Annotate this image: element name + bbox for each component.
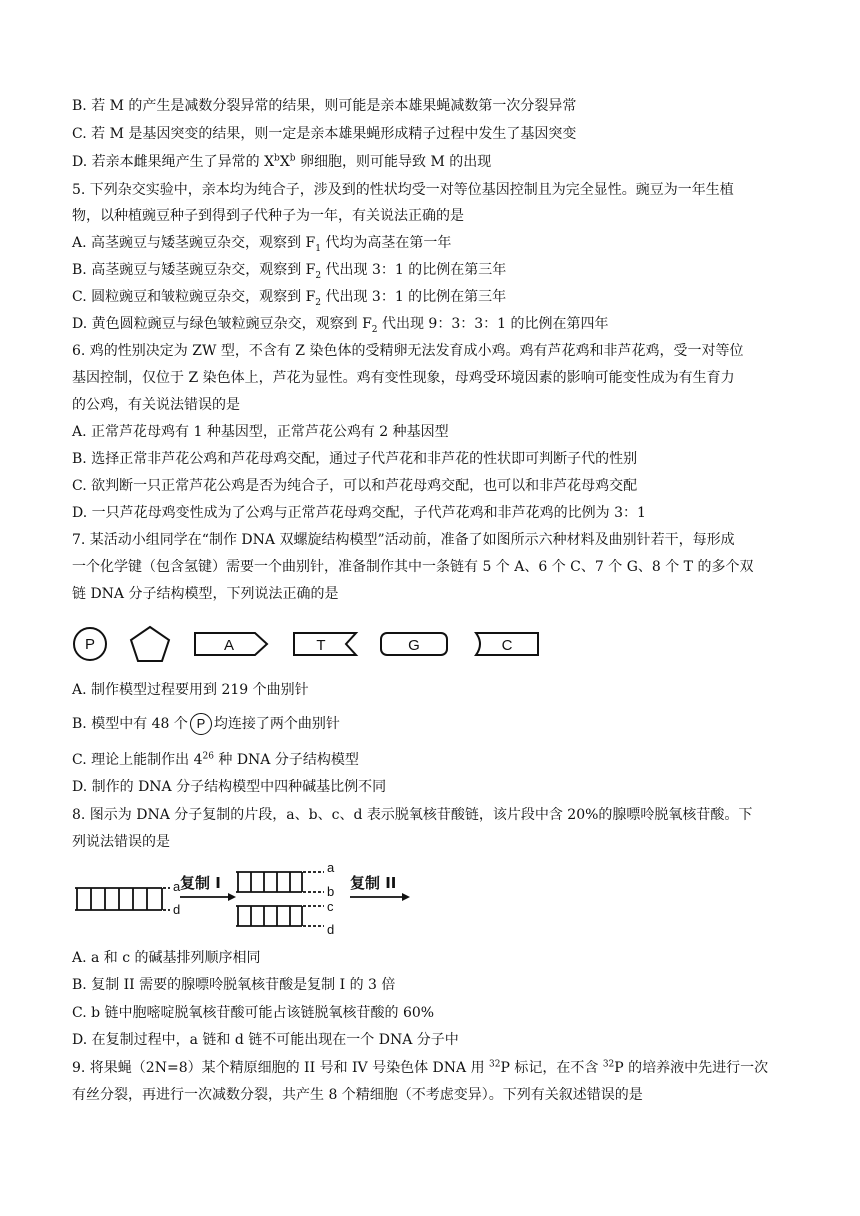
superscript: b — [274, 153, 280, 164]
strand-label: a — [173, 879, 181, 894]
option-line — [72, 152, 802, 172]
text: 卵细胞，则可能导致 M 的出现 — [295, 154, 492, 170]
phosphate-label: P — [84, 636, 96, 653]
option-line — [72, 1003, 802, 1023]
text: D. 若亲本雌果绳产生了异常的 X — [72, 154, 275, 170]
subscript: 2 — [371, 324, 378, 335]
base-label: C — [501, 637, 513, 654]
text: D. 在复制过程中，a 链和 d 链不可能出现在一个 DNA 分子中 — [72, 1032, 459, 1048]
option-line — [72, 750, 802, 770]
dna-materials-figure — [70, 622, 550, 666]
base-t-block-icon — [294, 633, 356, 655]
question-6-stem — [72, 395, 802, 415]
arrow-right-icon — [180, 893, 236, 901]
option-line — [72, 124, 802, 144]
question-8-stem — [72, 832, 802, 852]
text: 5. 下列杂交实验中，亲本均为纯合子，涉及到的性状均受一对等位基因控制且为完全显性。豌豆为一年生植 — [72, 182, 734, 198]
text: 9. 将果蝇（2N=8）某个精原细胞的 II 号和 IV 号染色体 DNA 用 — [72, 1060, 490, 1076]
subscript: 1 — [315, 243, 321, 254]
option-line — [72, 712, 802, 736]
option-line — [72, 96, 802, 116]
phosphate-circle-icon: P — [190, 713, 212, 735]
replication-step-1-label: 复制 I — [180, 874, 221, 892]
text: P 标记，在不含 — [500, 1060, 603, 1076]
option-line — [72, 476, 802, 496]
strand-label: a — [327, 860, 335, 875]
question-7-stem — [72, 530, 802, 550]
text: 列说法错误的是 — [72, 834, 170, 850]
parent-dna-segment — [75, 888, 170, 910]
text: A. 制作模型过程要用到 219 个曲别针 — [72, 682, 309, 698]
question-6-stem — [72, 368, 802, 388]
base-c-block-icon — [476, 633, 538, 655]
option-line — [72, 260, 802, 280]
option-line — [72, 449, 802, 469]
text: 链 DNA 分子结构模型，下列说法正确的是 — [72, 586, 339, 602]
superscript: 26 — [202, 751, 214, 762]
text: D. 一只芦花母鸡变性成为了公鸡与正常芦花母鸡交配，子代芦花鸡和非芦花鸡的比例为 3：1 — [72, 505, 646, 521]
text: A. 高茎豌豆与矮茎豌豆杂交，观察到 F — [72, 235, 316, 251]
question-5-stem — [72, 180, 802, 200]
text: A. a 和 c 的碱基排列顺序相同 — [72, 950, 261, 966]
text: 7. 某活动小组同学在“制作 DNA 双螺旋结构模型”活动前，准备了如图所示六种材料及曲别针若干，每形成 — [72, 532, 735, 548]
superscript: b — [289, 153, 296, 164]
question-9-stem — [72, 1085, 802, 1105]
base-label: G — [408, 637, 420, 654]
option-line — [72, 680, 802, 700]
subscript: 2 — [315, 270, 322, 281]
text: B. 若 M 的产生是减数分裂异常的结果，则可能是亲本雄果蝇减数第一次分裂异常 — [72, 98, 577, 114]
text: C. b 链中胞嘧啶脱氧核苷酸可能占该链脱氧核苷酸的 60% — [72, 1005, 435, 1021]
base-label: T — [316, 637, 326, 654]
text: B. 复制 II 需要的腺嘌呤脱氧核苷酸是复制 I 的 3 倍 — [72, 977, 396, 993]
option-line — [72, 975, 802, 995]
text: D. 制作的 DNA 分子结构模型中四种碱基比例不同 — [72, 779, 387, 795]
option-line — [72, 503, 802, 523]
superscript: 32 — [602, 1059, 615, 1070]
text: 有丝分裂，再进行一次减数分裂，共产生 8 个精细胞（不考虑变异）。下列有关叙述错误的是 — [72, 1087, 643, 1103]
option-line — [72, 233, 802, 253]
daughter-dna-upper — [236, 872, 324, 892]
subscript: 2 — [315, 297, 322, 308]
base-a-block-icon — [195, 633, 267, 655]
option-line — [72, 314, 802, 334]
text: 代出现 3：1 的比例在第三年 — [321, 289, 507, 305]
text: 基因控制，仅位于 Z 染色体上，芦花为显性。鸡有变性现象，母鸡受环境因素的影响可能变性成为有生育力 — [72, 370, 735, 386]
strand-label: d — [173, 902, 181, 917]
text: C. 若 M 是基因突变的结果，则一定是亲本雄果蝇形成精子过程中发生了基因突变 — [72, 126, 577, 142]
option-line — [72, 1030, 802, 1050]
question-9-stem — [72, 1058, 802, 1078]
text: B. 模型中有 48 个 — [72, 716, 188, 732]
option-line — [72, 287, 802, 307]
text: C. 理论上能制作出 4 — [72, 752, 203, 768]
option-line — [72, 948, 802, 968]
text: 代出现 3：1 的比例在第三年 — [321, 262, 507, 278]
option-line — [72, 777, 802, 797]
text: 8. 图示为 DNA 分子复制的片段，a、b、c、d 表示脱氧核苷酸链，该片段中含 20%的腺嘌呤脱氧核苷酸。下 — [72, 807, 753, 823]
text: 一个化学键（包含氢键）需要一个曲别针，准备制作其中一条链有 5 个 A、6 个 C、7 个 G、8 个 T 的多个双 — [72, 559, 754, 575]
text: 物，以种植豌豆种子到得到子代种子为一年，有关说法正确的是 — [72, 208, 464, 224]
question-7-stem — [72, 584, 802, 604]
question-7-stem — [72, 557, 802, 577]
text: X — [279, 154, 290, 170]
strand-label: b — [327, 884, 335, 899]
text: 代出现 9：3：3：1 的比例在第四年 — [377, 316, 609, 332]
question-5-stem — [72, 206, 802, 226]
question-8-stem — [72, 805, 802, 825]
text: 代均为高茎在第一年 — [320, 235, 452, 251]
text: C. 圆粒豌豆和皱粒豌豆杂交，观察到 F — [72, 289, 316, 305]
text: 均连接了两个曲别针 — [213, 716, 340, 732]
dna-replication-figure — [70, 858, 420, 938]
deoxyribose-pentagon-icon — [131, 627, 169, 661]
base-g-block-icon — [381, 633, 447, 655]
phosphate-circle-icon — [74, 628, 106, 660]
question-6-stem — [72, 341, 802, 361]
text: D. 黄色圆粒豌豆与绿色皱粒豌豆杂交，观察到 F — [72, 316, 372, 332]
text: A. 正常芦花母鸡有 1 种基因型，正常芦花公鸡有 2 种基因型 — [72, 424, 449, 440]
text: B. 高茎豌豆与矮茎豌豆杂交，观察到 F — [72, 262, 316, 278]
replication-step-2-label: 复制 II — [350, 874, 397, 892]
arrow-right-icon — [350, 893, 410, 901]
text: 种 DNA 分子结构模型 — [213, 752, 359, 768]
option-line — [72, 422, 802, 442]
strand-label: c — [327, 899, 334, 914]
text: 6. 鸡的性别决定为 ZW 型，不含有 Z 染色体的受精卵无法发育成小鸡。鸡有芦花鸡和非芦花鸡，受一对等位 — [72, 343, 744, 359]
base-label: A — [223, 637, 235, 654]
text: B. 选择正常非芦花公鸡和芦花母鸡交配，通过子代芦花和非芦花的性状即可判断子代的性别 — [72, 451, 638, 467]
daughter-dna-lower — [236, 906, 324, 926]
strand-label: d — [327, 922, 335, 937]
superscript: 32 — [489, 1059, 501, 1070]
text: C. 欲判断一只正常芦花公鸡是否为纯合子，可以和芦花母鸡交配，也可以和非芦花母鸡交配 — [72, 478, 638, 494]
text: 的公鸡，有关说法错误的是 — [72, 397, 240, 413]
text: P 的培养液中先进行一次 — [614, 1060, 769, 1076]
